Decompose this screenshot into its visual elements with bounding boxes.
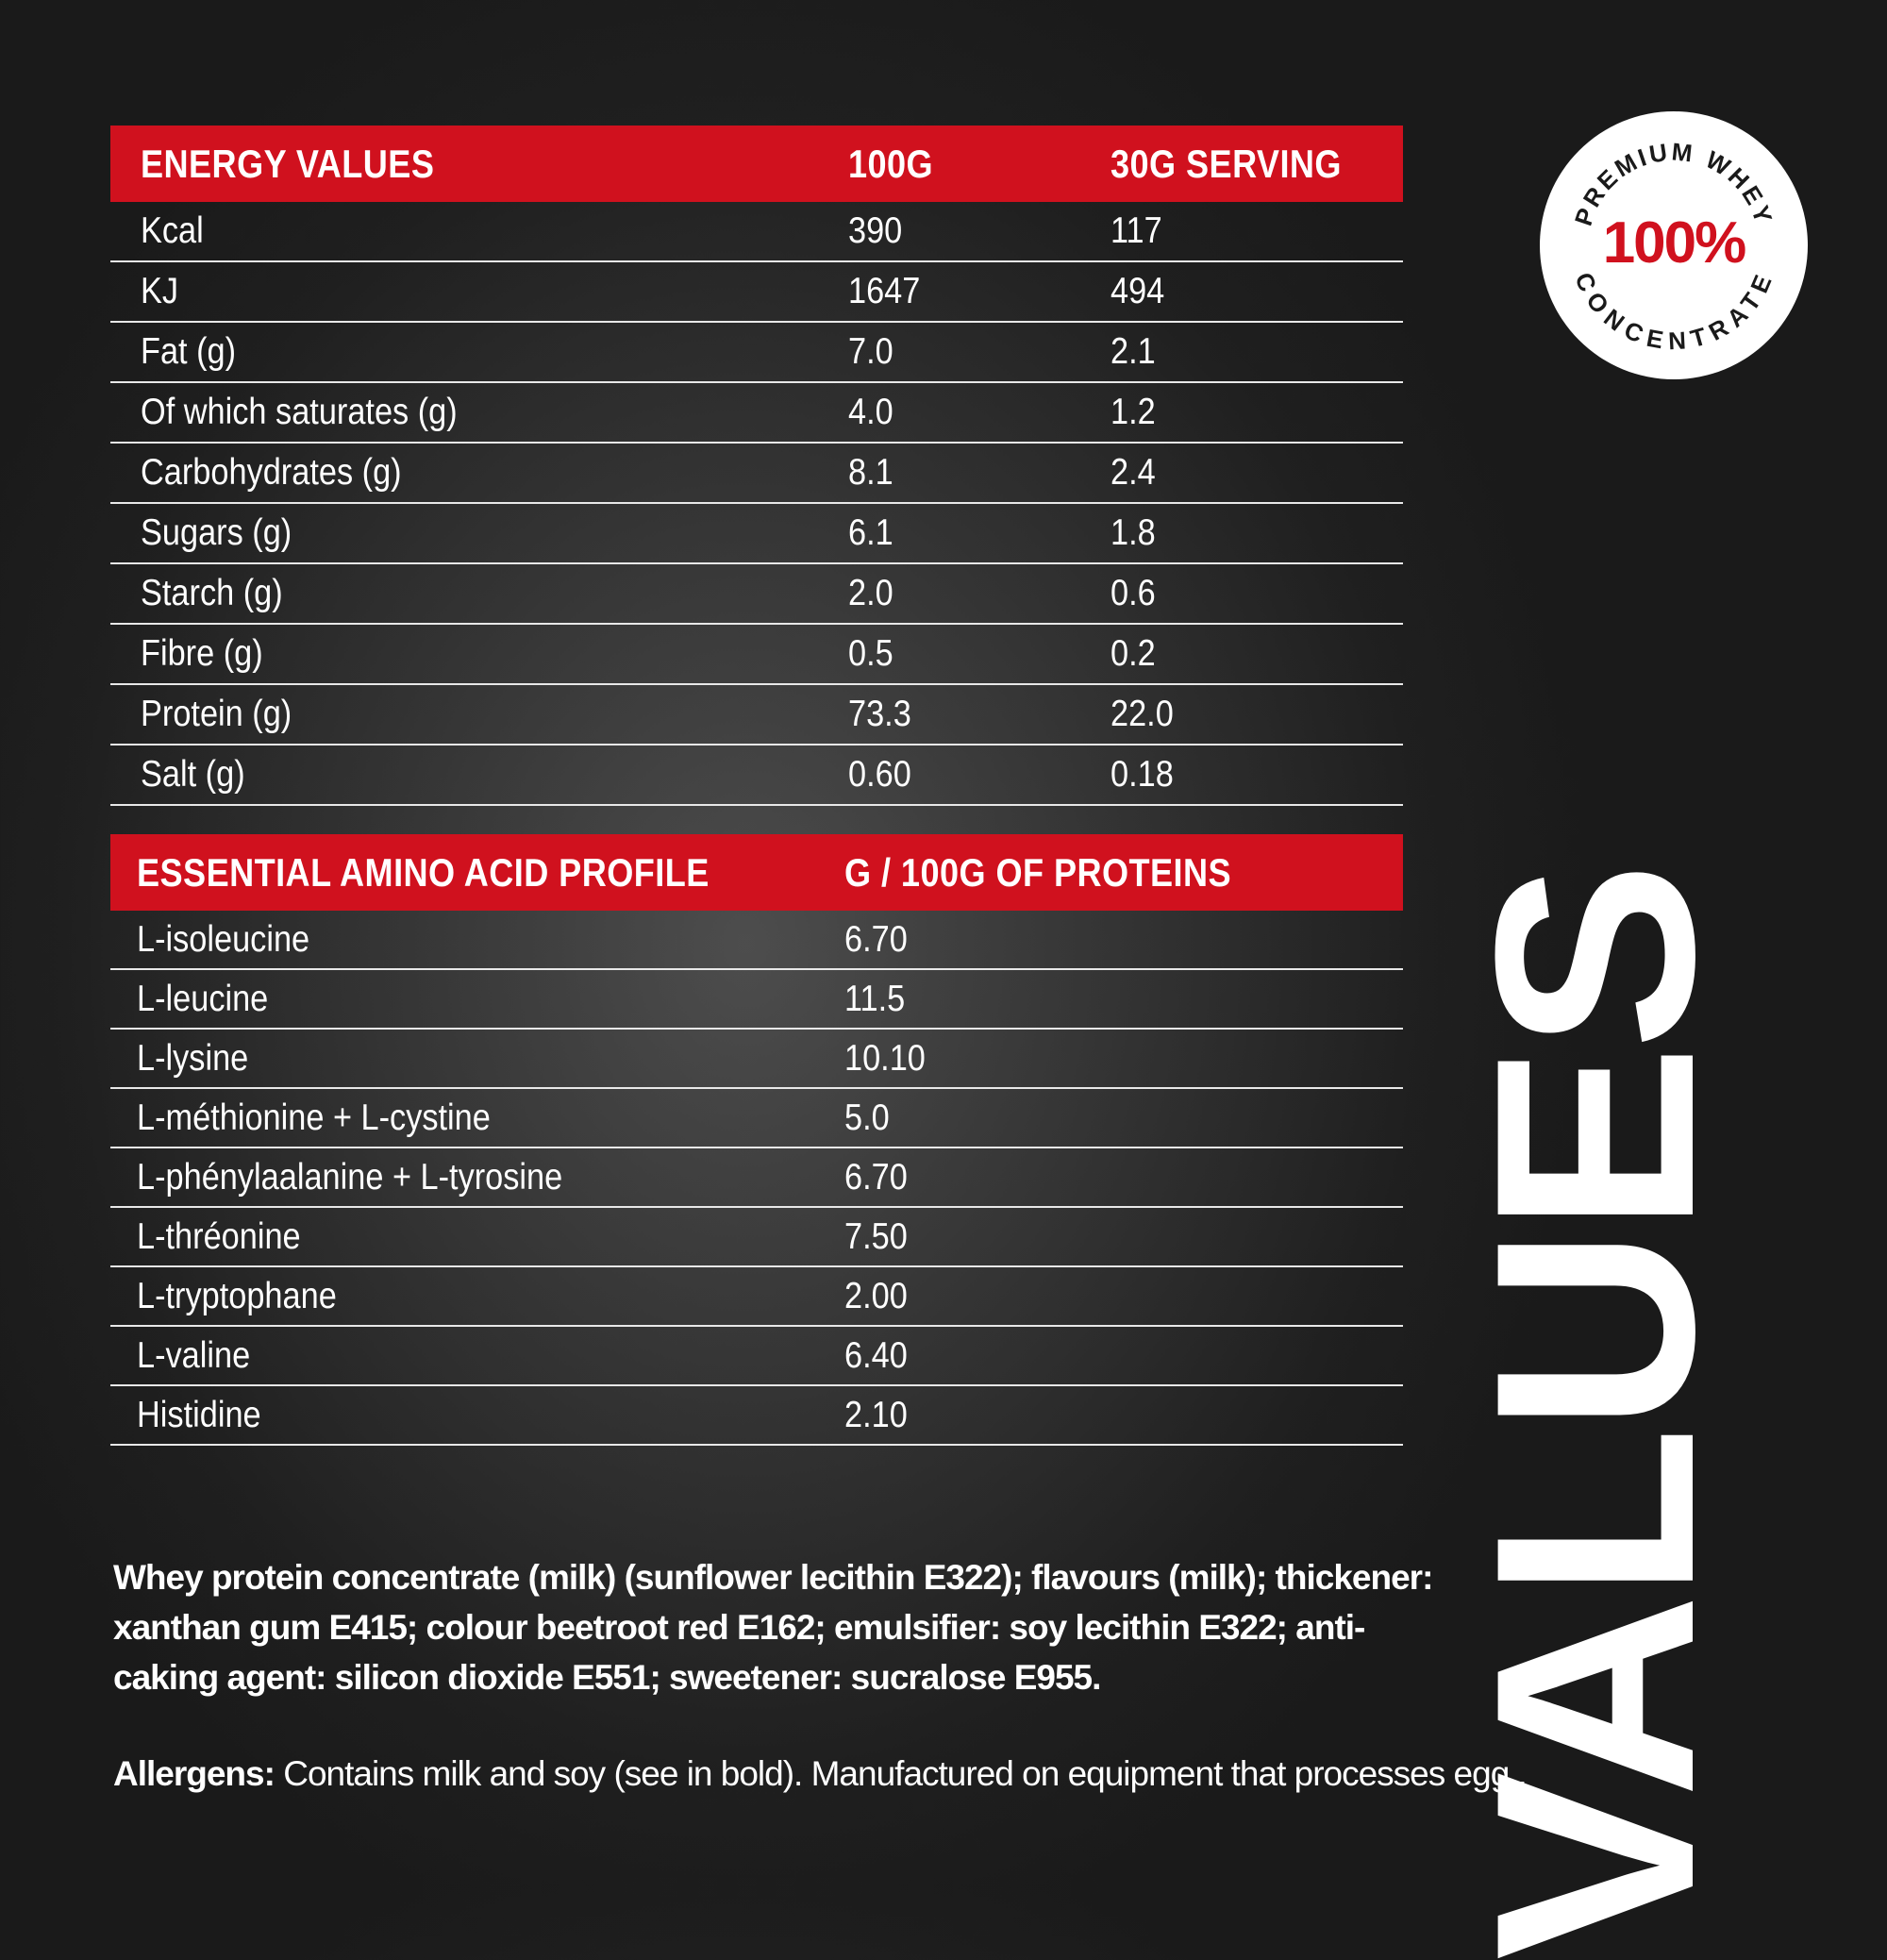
amino-cell-label: L-leucine [137,978,269,1019]
badge-bottom-text: CONCENTRATE [1569,268,1778,356]
nutrition-row [110,202,1403,262]
amino-cell-value: 11.5 [844,978,906,1019]
nutrition-cell-label: KJ [141,271,179,311]
values-vertical-title: VALUES [1436,866,1753,1960]
nutrition-cell-value: 2.4 [1110,452,1156,493]
nutrition-row [110,504,1403,564]
nutrition-cell-value: 22.0 [1110,694,1174,734]
nutrition-cell-value: 494 [1110,271,1165,311]
nutrition-cell-value: 0.60 [848,754,911,795]
amino-cell-value: 10.10 [844,1037,926,1079]
amino-cell-value: 2.10 [844,1394,908,1435]
header-g-per-100g: G / 100G OF PROTEINS [844,849,1232,895]
amino-cell-value: 2.00 [844,1275,908,1316]
amino-cell-value: 6.70 [844,918,908,960]
amino-cell-label: Histidine [137,1394,261,1435]
nutrition-cell-value: 0.6 [1110,573,1156,613]
amino-cell-value: 6.40 [844,1334,908,1376]
nutrition-row [110,383,1403,444]
nutrition-cell-value: 2.0 [848,573,893,613]
amino-row [110,1327,1403,1386]
nutrition-cell-value: 0.5 [848,633,893,674]
nutrition-cell-value: 1647 [848,271,921,311]
nutrition-row [110,323,1403,383]
amino-row [110,1030,1403,1089]
amino-cell-value: 6.70 [844,1156,908,1198]
amino-cell-label: L-thréonine [137,1215,301,1257]
allergens-text [113,1749,1527,1799]
amino-row [110,1148,1403,1208]
nutrition-cell-value: 1.2 [1110,392,1156,432]
nutrition-cell-label: Kcal [141,210,204,251]
amino-row [110,911,1403,970]
nutrition-row [110,262,1403,323]
nutrition-cell-label: Protein (g) [141,694,292,734]
nutrition-cell-value: 8.1 [848,452,893,493]
nutrition-cell-value: 6.1 [848,512,893,553]
nutrition-cell-label: Salt (g) [141,754,245,795]
ingredients-text: Whey protein concentrate (milk) (sunflower lecithin E322); flavours (milk); thickener: xanthan gum E415; colour beetroot red E162; emulsifier: soy lecithin E322; anti-caking agent: silicon dioxide E551; sweetener: sucralose E955. [113,1558,1433,1697]
nutrition-cell-value: 2.1 [1110,331,1156,372]
nutrition-cell-value: 4.0 [848,392,893,432]
amino-cell-label: L-lysine [137,1037,249,1079]
nutrition-cell-label: Fibre (g) [141,633,263,674]
nutrition-cell-value: 390 [848,210,903,251]
nutrition-cell-label: Of which saturates (g) [141,392,458,432]
amino-cell-label: L-isoleucine [137,918,310,960]
amino-row [110,1386,1403,1446]
amino-acid-table [110,834,1403,1446]
allergens-label: Allergens: [113,1754,275,1793]
nutrition-cell-label: Carbohydrates (g) [141,452,402,493]
amino-cell-label: L-valine [137,1334,251,1376]
nutrition-cell-value: 117 [1110,210,1162,251]
badge-graphic [1540,111,1808,379]
nutrition-cell-value: 73.3 [848,694,911,734]
nutrition-cell-value: 7.0 [848,331,893,372]
amino-cell-label: L-phénylaalanine + L-tyrosine [137,1156,563,1198]
amino-cell-value: 7.50 [844,1215,908,1257]
nutrition-row [110,564,1403,625]
nutrition-cell-label: Starch (g) [141,573,283,613]
header-energy-values: ENERGY VALUES [141,141,435,186]
header-30g-serving: 30G SERVING [1110,141,1342,186]
nutrition-table [110,126,1403,806]
nutrition-row [110,444,1403,504]
amino-cell-label: L-tryptophane [137,1275,337,1316]
amino-rows [110,911,1403,1446]
badge-percent: 100% [1602,210,1745,276]
nutrition-row [110,745,1403,806]
amino-row [110,1267,1403,1327]
amino-table-header [110,834,1403,911]
nutrition-cell-label: Fat (g) [141,331,237,372]
nutrition-rows [110,202,1403,806]
badge-top-text: PREMIUM WHEY [1568,137,1779,229]
amino-row [110,970,1403,1030]
amino-cell-value: 5.0 [844,1097,890,1138]
nutrition-row [110,685,1403,745]
nutrition-cell-label: Sugars (g) [141,512,292,553]
amino-cell-label: L-méthionine + L-cystine [137,1097,491,1138]
amino-row [110,1089,1403,1148]
nutrition-cell-value: 1.8 [1110,512,1156,553]
allergens-body: Contains milk and soy (see in bold). Manufactured on equipment that processes egg . [274,1754,1527,1793]
amino-row [110,1208,1403,1267]
header-100g: 100G [848,141,934,186]
nutrition-row [110,625,1403,685]
nutrition-cell-value: 0.2 [1110,633,1156,674]
header-amino-profile: ESSENTIAL AMINO ACID PROFILE [137,849,710,895]
nutrition-table-header [110,126,1403,202]
nutrition-cell-value: 0.18 [1110,754,1174,795]
premium-whey-badge [1540,111,1808,379]
